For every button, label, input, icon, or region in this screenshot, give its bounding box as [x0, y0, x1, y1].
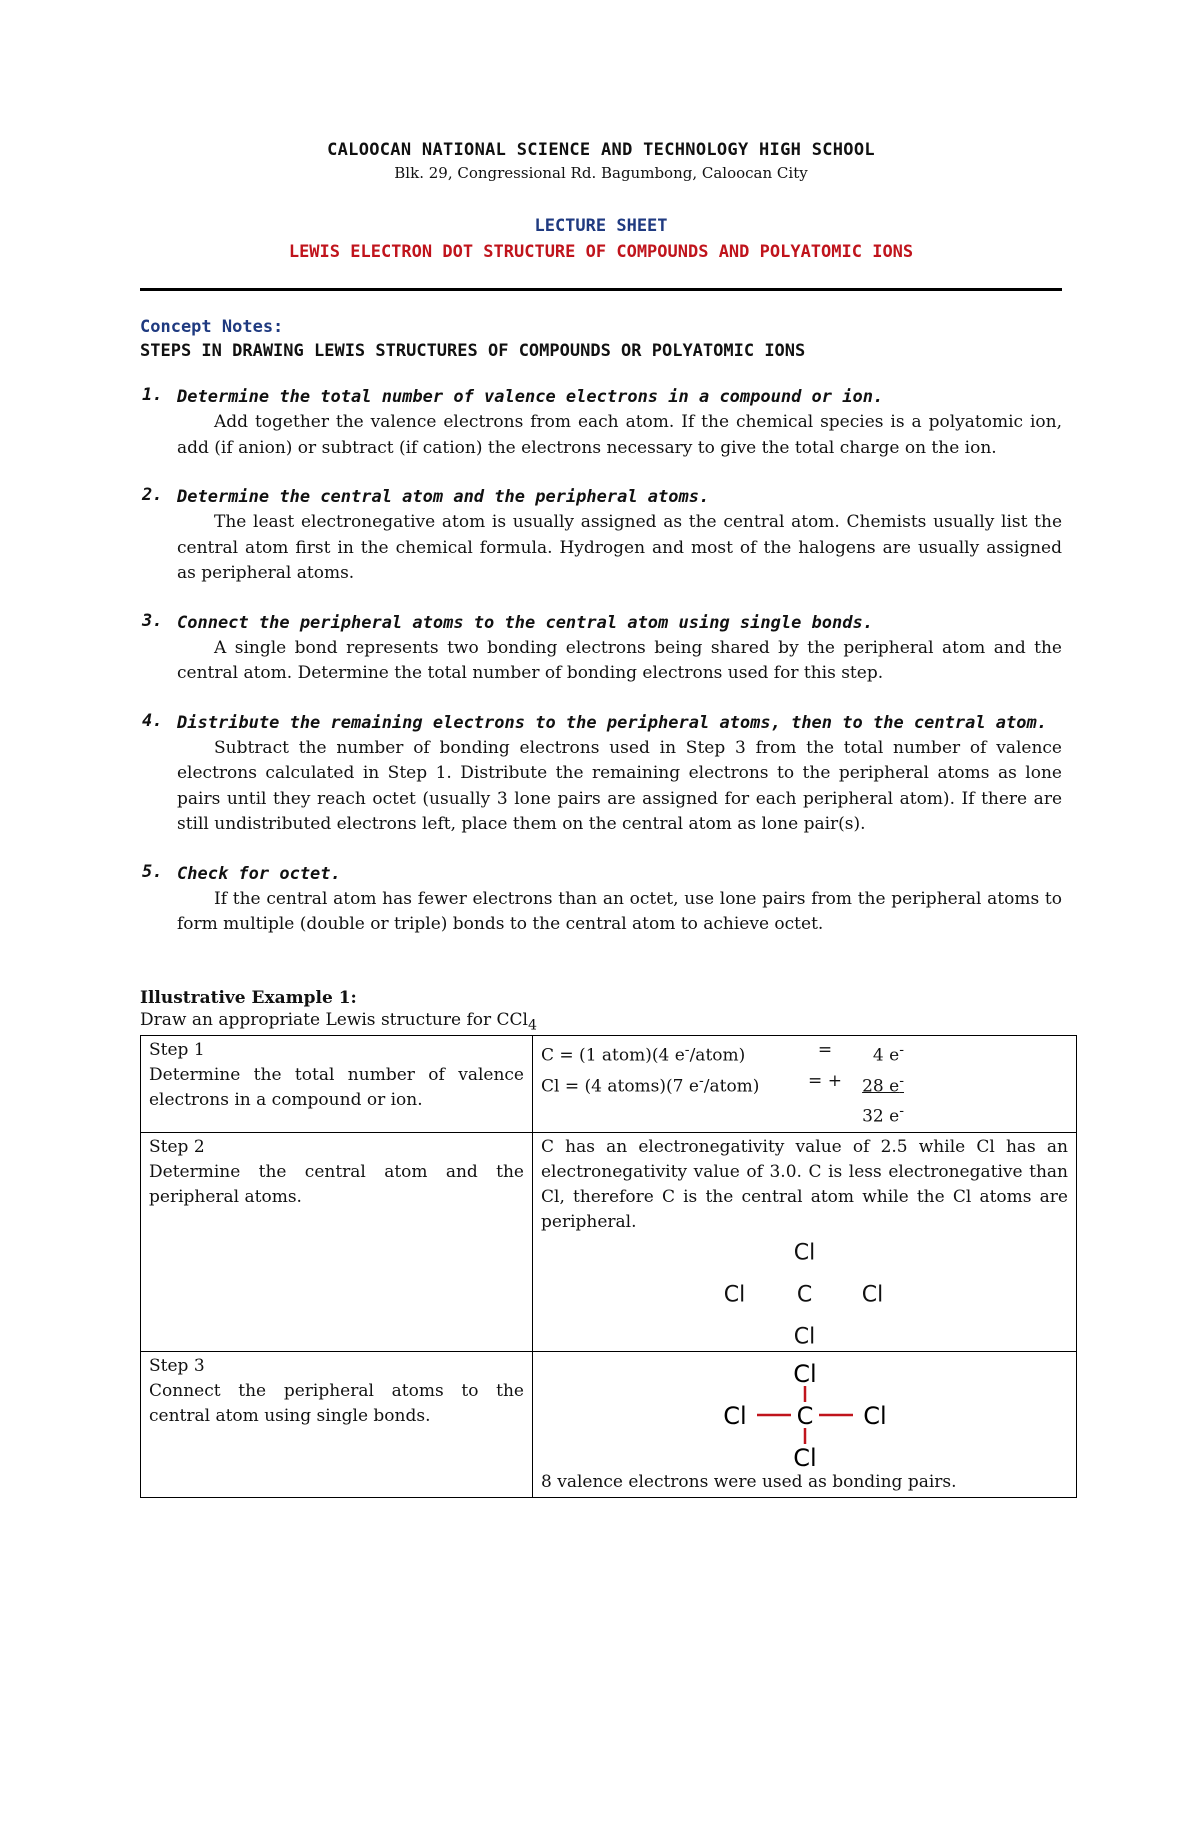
table-row — [141, 1351, 1077, 1497]
work-cell — [533, 1351, 1077, 1497]
concept-notes-label: Concept Notes: — [140, 317, 284, 337]
step-heading: Check for octet. — [177, 863, 341, 884]
bonded-structure — [705, 1358, 905, 1470]
calc-line-1 — [541, 1038, 1068, 1069]
step-number: 3. — [142, 610, 163, 631]
example-title: Illustrative Example 1: — [140, 987, 357, 1008]
step-heading: Connect the peripheral atoms to the central atom using single bonds. — [177, 612, 873, 633]
atom-right: Cl — [862, 1401, 887, 1430]
step-body: The least electronegative atom is usually assigned as the central atom. Chemists usually list the central atom first in the chemical formula. Hydrogen and most of the halogens are usually assigned as peripheral atoms. — [177, 512, 1062, 583]
school-name: CALOOCAN NATIONAL SCIENCE AND TECHNOLOGY HIGH SCHOOL — [327, 140, 875, 160]
step-number: 2. — [142, 485, 163, 505]
calc-unit: /atom) — [689, 1045, 746, 1066]
step-label: Step 1 — [149, 1039, 205, 1060]
calc-carbon: C = (1 atom)(4 e — [541, 1045, 685, 1066]
formula-subscript: 4 — [527, 1016, 537, 1033]
step-2 — [140, 485, 1062, 587]
step-heading: Determine the total number of valence electrons in a compound or ion. — [177, 387, 884, 407]
calc-equals: = + — [808, 1070, 842, 1091]
step-text: Determine the central atom and the peripheral atoms. — [149, 1161, 524, 1207]
table-row — [141, 1035, 1077, 1132]
atom-top: Cl — [792, 1359, 817, 1388]
work-cell — [533, 1132, 1077, 1351]
calc-total-value: 32 e — [862, 1106, 900, 1127]
calc-value: 28 e — [862, 1076, 900, 1097]
bonding-note: 8 valence electrons were used as bonding pairs. — [541, 1471, 957, 1492]
example-table — [140, 1035, 1077, 1498]
step-cell — [141, 1132, 533, 1351]
atom-left: Cl — [722, 1401, 747, 1430]
step-3 — [140, 611, 1062, 687]
divider — [140, 288, 1062, 291]
electron-sup: - — [899, 1041, 904, 1058]
atom-right: Cl — [861, 1282, 884, 1308]
calc-line-2 — [541, 1069, 1068, 1100]
lecture-sheet — [140, 140, 1068, 1498]
step-cell — [141, 1351, 533, 1497]
calc-equals: = — [817, 1039, 833, 1060]
sheet-label: LECTURE SHEET — [534, 216, 668, 236]
electron-sup: - — [899, 1072, 904, 1089]
step-cell — [141, 1035, 533, 1132]
atom-left: Cl — [723, 1282, 746, 1308]
atom-bottom: Cl — [792, 1443, 817, 1470]
step-4 — [140, 711, 1062, 838]
step-5 — [140, 862, 1062, 938]
atom-center: C — [796, 1282, 813, 1308]
table-row — [141, 1132, 1077, 1351]
step-number: 4. — [142, 710, 163, 731]
school-address: Blk. 29, Congressional Rd. Bagumbong, Caloocan City — [394, 164, 808, 182]
calc-chlorine: Cl = (4 atoms)(7 e — [541, 1076, 699, 1097]
step-text: Determine the total number of valence electrons in a compound or ion. — [149, 1064, 524, 1110]
calc-total — [541, 1099, 1068, 1130]
electron-sup: - — [698, 1072, 704, 1089]
step-number: 1. — [142, 385, 163, 405]
steps-heading: STEPS IN DRAWING LEWIS STRUCTURES OF COMPOUNDS OR POLYATOMIC IONS — [140, 341, 806, 361]
electron-sup: - — [684, 1041, 690, 1058]
atom-bottom: Cl — [793, 1324, 816, 1350]
work-cell — [533, 1035, 1077, 1132]
calc-value: 4 e — [872, 1045, 900, 1066]
calc-unit: /atom) — [703, 1076, 760, 1097]
step-text: Connect the peripheral atoms to the central atom using single bonds. — [149, 1380, 524, 1426]
step-body: Add together the valence electrons from each atom. If the chemical species is a polyatomic ion, add (if anion) or subtract (if cation) the electrons necessary to give the total charge on the ion. — [177, 412, 1062, 458]
step-body: Subtract the number of bonding electrons used in Step 3 from the total number of valence electrons calculated in Step 1. Distribute the remaining electrons to the peripheral atoms as lone pairs until they reach octet (usually 3 lone pairs are assigned for each peripheral atom). If there are still undistributed electrons left, place them on the central atom as lone pair(s). — [177, 737, 1062, 834]
step-number: 5. — [142, 861, 163, 882]
step-label: Step 3 — [149, 1355, 205, 1376]
example-description — [140, 1010, 1062, 1033]
atom-arrangement — [705, 1239, 905, 1349]
example-description-text: Draw an appropriate Lewis structure for CCl — [140, 1009, 528, 1030]
step-body: If the central atom has fewer electrons than an octet, use lone pairs from the peripheral atoms to form multiple (double or triple) bonds to the central atom to achieve octet. — [177, 888, 1062, 934]
page-title: LEWIS ELECTRON DOT STRUCTURE OF COMPOUNDS AND POLYATOMIC IONS — [288, 242, 914, 262]
step-body: A single bond represents two bonding electrons being shared by the peripheral atom and the central atom. Determine the total number of bonding electrons used for this step. — [177, 637, 1062, 683]
step-label: Step 2 — [149, 1136, 205, 1157]
electron-sup: - — [899, 1103, 904, 1120]
step-explanation: C has an electronegativity value of 2.5 while Cl has an electronegativity value of 3.0. C is less electronegative than Cl, therefore C is the central atom while the Cl atoms are peripheral. — [541, 1136, 1068, 1232]
step-heading: Determine the central atom and the peripheral atoms. — [177, 487, 710, 507]
step-heading: Distribute the remaining electrons to the peripheral atoms, then to the central atom. — [177, 712, 1047, 733]
atom-center: C — [796, 1401, 813, 1430]
step-1 — [140, 385, 1062, 461]
atom-top: Cl — [793, 1240, 816, 1266]
